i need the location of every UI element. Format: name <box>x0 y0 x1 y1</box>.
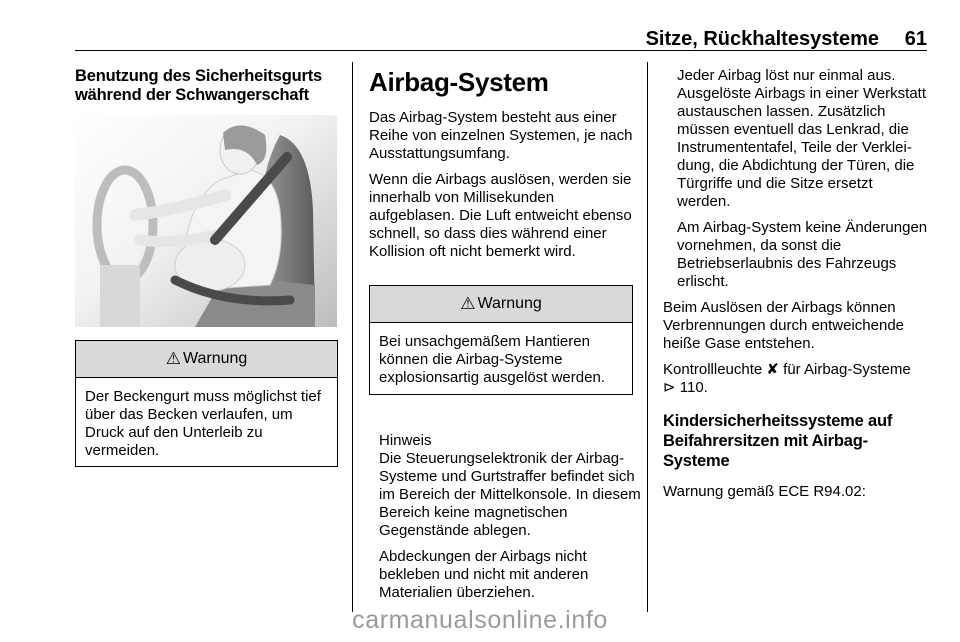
airbag-warning-light-icon: ✘ <box>766 361 779 378</box>
warning-triangle-icon: ⚠ <box>460 294 476 313</box>
airbag-intro-paragraph: Das Airbag-System besteht aus einer Reihe von einzelnen Systemen, je nach Ausstattungsumfang. <box>369 109 633 162</box>
warning-header <box>76 341 337 378</box>
pregnant-woman-seatbelt-illustration <box>75 115 337 327</box>
right-column <box>663 67 930 501</box>
control-light-suffix: für Airbag-Systeme <box>783 361 911 378</box>
page-reference-arrow-icon: ⊳ <box>663 379 676 396</box>
warning-text: Der Beckengurt muss möglichst tief über das Becken verlaufen, um Druck auf den Unterleib zu vermeiden. <box>85 388 321 459</box>
column-divider-right <box>647 62 648 612</box>
chapter-title: Sitze, Rückhaltesysteme <box>645 28 879 50</box>
page-header <box>75 24 927 51</box>
warning-box-airbag <box>369 285 633 395</box>
section-heading-pregnancy: Benutzung des Sicherheitsgurts während der Schwangerschaft <box>75 67 323 104</box>
note-paragraph-covers: Abdeckungen der Airbags nicht bekleben und nicht mit anderen Materialien überziehen. <box>379 548 589 601</box>
left-column <box>75 67 345 105</box>
note-title: Hinweis <box>379 432 432 449</box>
section-heading-child-seats: Kindersicherheitssysteme auf Beifahrersitzen mit Airbag-Systeme <box>663 412 893 470</box>
airbag-modification-paragraph: Am Airbag-System keine Änderungen vornehmen, da sonst die Betriebserlaubnis des Fahrzeugs erlischt. <box>677 219 928 290</box>
control-light-paragraph <box>663 361 930 397</box>
note-paragraph-electronics: Die Steuerungselektronik der Airbag-Systeme und Gurtstraffer befindet sich im Bereich der Mittelkonsole. In diesem Bereich keine magnetischen Gegenstände ablegen. <box>379 450 641 539</box>
airbag-burn-paragraph: Beim Auslösen der Airbags können Verbrennungen durch entweichende heiße Gase entstehen. <box>663 299 905 352</box>
woman-arm-lower <box>140 235 215 242</box>
column-divider-left <box>352 62 353 612</box>
ece-warning-paragraph: Warnung gemäß ECE R94.02: <box>663 483 866 500</box>
middle-column <box>369 67 635 261</box>
warning-title: Warnung <box>182 350 248 367</box>
warning-header <box>370 286 632 323</box>
warning-triangle-icon: ⚠ <box>165 349 181 368</box>
airbag-deploy-paragraph: Wenn die Airbags auslösen, werden sie innerhalb von Millisekunden aufgeblasen. Die Luft entweicht ebenso schnell, so dass dies während einer Kollision oft nicht bemerkt wird. <box>369 171 632 260</box>
airbag-replacement-paragraph: Jeder Airbag löst nur einmal aus. Ausgelöste Airbags in einer Werkstatt austauschen lassen. Zusätzlich müssen eventuell das Lenkrad, die Instrumententafel, Teile der Verkleidung, die Abdichtung der Türen, die Türgriffe und die Sitze ersetzt werden. <box>677 67 927 210</box>
section-title-airbag: Airbag-System <box>369 67 549 97</box>
page-number: 61 <box>904 28 927 50</box>
note-block <box>379 432 641 602</box>
control-light-prefix: Kontrollleuchte <box>663 361 763 378</box>
warning-box-pregnancy <box>75 340 338 467</box>
page-reference-link[interactable]: 110. <box>679 379 708 396</box>
warning-title: Warnung <box>477 295 542 312</box>
steering-column <box>100 265 140 327</box>
footer-watermark: carmanualsonline.info <box>352 606 608 634</box>
warning-text: Bei unsachgemäßem Hantieren können die Airbag-Systeme explosionsartig ausgelöst werden. <box>379 333 605 386</box>
